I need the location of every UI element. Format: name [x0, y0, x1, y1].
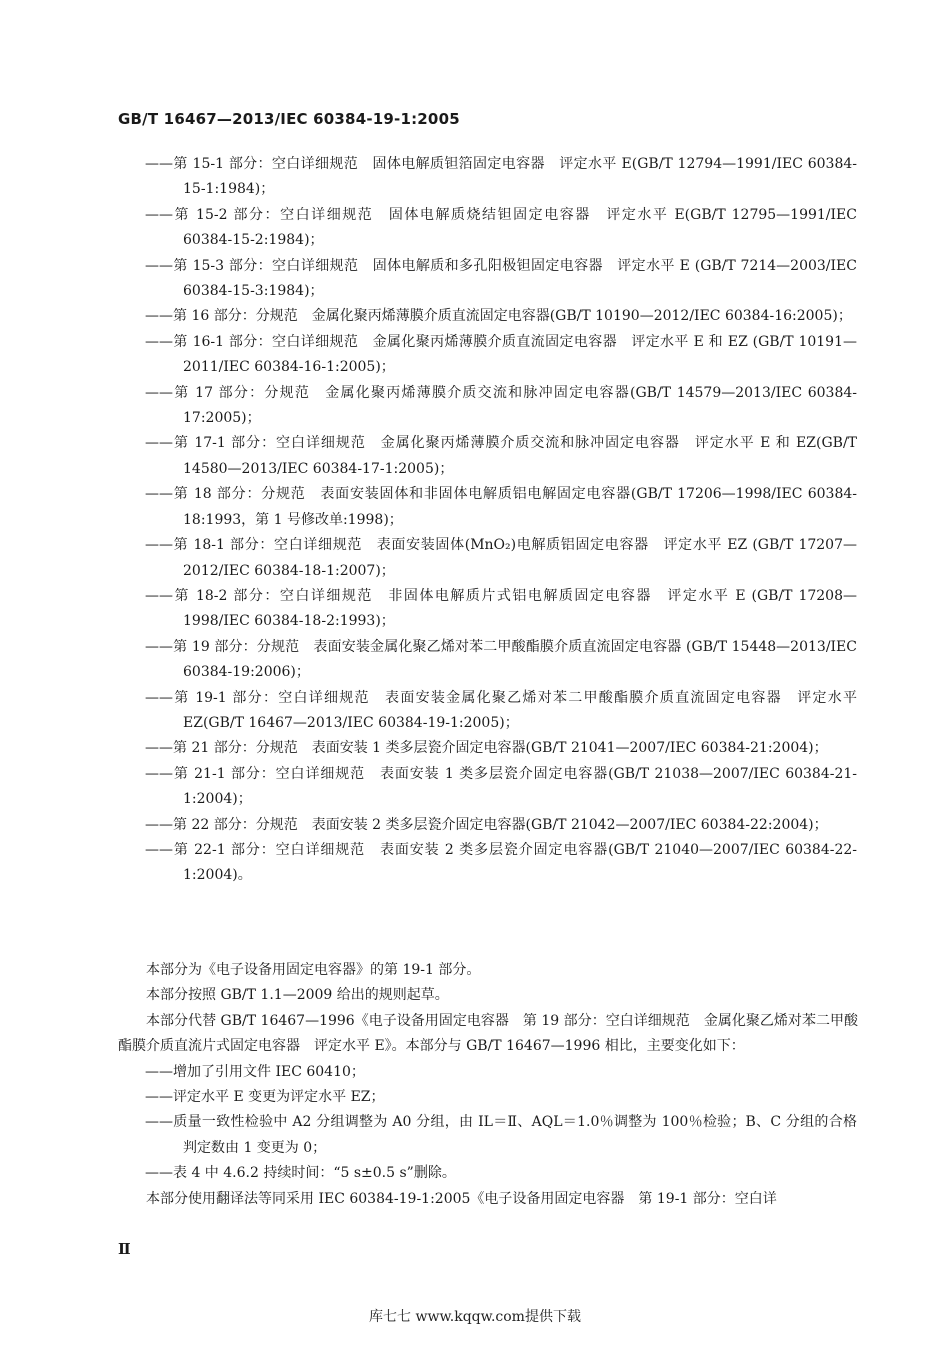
list-item: ——第 21-1 部分：空白详细规范 表面安装 1 类多层瓷介固定电容器(GB/T 21038—2007/IEC 60384-21-1:2004)；: [145, 765, 857, 808]
document-header: GB/T 16467—2013/IEC 60384-19-1:2005: [118, 110, 460, 128]
list-item: ——第 19-1 部分：空白详细规范 表面安装金属化聚乙烯对苯二甲酸酯膜介质直流固定电容器 评定水平 EZ(GB/T 16467—2013/IEC 60384-19-1:2005)；: [145, 689, 857, 731]
change-item: ——质量一致性检验中 A2 分组调整为 A0 分组，由 IL＝Ⅱ、AQL＝1.0％调整为 100％检验；B、C 分组的合格判定数由 1 变更为 0；: [145, 1114, 857, 1156]
list-item: ——第 16 部分：分规范 金属化聚丙烯薄膜介质直流固定电容器(GB/T 10190—2012/IEC 60384-16:2005)；: [145, 308, 852, 325]
list-item: ——第 18-1 部分：空白详细规范 表面安装固体(MnO₂)电解质铝固定电容器 评定水平 EZ (GB/T 17207—2012/IEC 60384-18-1:2007)；: [145, 537, 857, 579]
change-item: ——表 4 中 4.6.2 持续时间：“5 s±0.5 s”删除。: [145, 1165, 456, 1182]
list-item: ——第 22-1 部分：空白详细规范 表面安装 2 类多层瓷介固定电容器(GB/T 21040—2007/IEC 60384-22-1:2004)。: [145, 841, 857, 884]
change-item: ——增加了引用文件 IEC 60410；: [145, 1063, 365, 1080]
list-item: ——第 15-2 部分：空白详细规范 固体电解质烧结钽固定电容器 评定水平 E(GB/T 12795—1991/IEC 60384-15-2:1984)；: [145, 206, 857, 249]
list-item: ——第 15-1 部分：空白详细规范 固体电解质钽箔固定电容器 评定水平 E(GB/T 12794—1991/IEC 60384-15-1:1984)；: [145, 156, 857, 198]
page-number: Ⅱ: [118, 1240, 131, 1258]
list-item: ——第 19 部分：分规范 表面安装金属化聚乙烯对苯二甲酸酯膜介质直流固定电容器 (GB/T 15448—2013/IEC 60384-19:2006)；: [145, 638, 857, 681]
list-item: ——第 15-3 部分：空白详细规范 固体电解质和多孔阳极钽固定电容器 评定水平 E (GB/T 7214—2003/IEC 60384-15-3:1984)；: [145, 257, 857, 300]
list-item: ——第 17 部分：分规范 金属化聚丙烯薄膜介质交流和脉冲固定电容器(GB/T 14579—2013/IEC 60384-17:2005)；: [145, 384, 857, 427]
changes-list: [145, 1060, 857, 1187]
paragraph-replacement: 本部分代替 GB/T 16467—1996《电子设备用固定电容器 第 19 部分：空白详细规范 金属化聚乙烯对苯二甲酸酯膜介质直流片式固定电容器 评定水平 E》。本部分与 GB/T 16467—1996 相比，主要变化如下：: [118, 1012, 858, 1055]
paragraph-part-scope: 本部分为《电子设备用固定电容器》的第 19-1 部分。: [146, 962, 481, 978]
list-item: ——第 21 部分：分规范 表面安装 1 类多层瓷介固定电容器(GB/T 21041—2007/IEC 60384-21:2004)；: [145, 740, 828, 757]
list-item: ——第 18-2 部分：空白详细规范 非固体电解质片式铝电解质固定电容器 评定水平 E (GB/T 17208—1998/IEC 60384-18-2:1993)；: [145, 587, 857, 630]
body-paragraphs: [118, 958, 858, 1212]
list-item: ——第 16-1 部分：空白详细规范 金属化聚丙烯薄膜介质直流固定电容器 评定水平 E 和 EZ (GB/T 10191—2011/IEC 60384-16-1:2005)；: [145, 333, 857, 376]
list-item: ——第 18 部分：分规范 表面安装固体和非固体电解质铝电解固定电容器(GB/T 17206—1998/IEC 60384-18:1993，第 1 号修改单:1998)；: [145, 486, 857, 528]
download-footer: 库七七 www.kqqw.com提供下载: [369, 1309, 581, 1325]
paragraph-drafting-rules: 本部分按照 GB/T 1.1—2009 给出的规则起草。: [146, 987, 449, 1004]
list-item: ——第 22 部分：分规范 表面安装 2 类多层瓷介固定电容器(GB/T 21042—2007/IEC 60384-22:2004)；: [145, 816, 828, 833]
list-item: ——第 17-1 部分：空白详细规范 金属化聚丙烯薄膜介质交流和脉冲固定电容器 评定水平 E 和 EZ(GB/T 14580—2013/IEC 60384-17-1:2005)；: [145, 435, 857, 477]
change-item: ——评定水平 E 变更为评定水平 EZ；: [145, 1089, 385, 1106]
standard-parts-list: [145, 152, 857, 889]
paragraph-translation: 本部分使用翻译法等同采用 IEC 60384-19-1:2005《电子设备用固定电容器 第 19-1 部分：空白详: [146, 1190, 777, 1207]
